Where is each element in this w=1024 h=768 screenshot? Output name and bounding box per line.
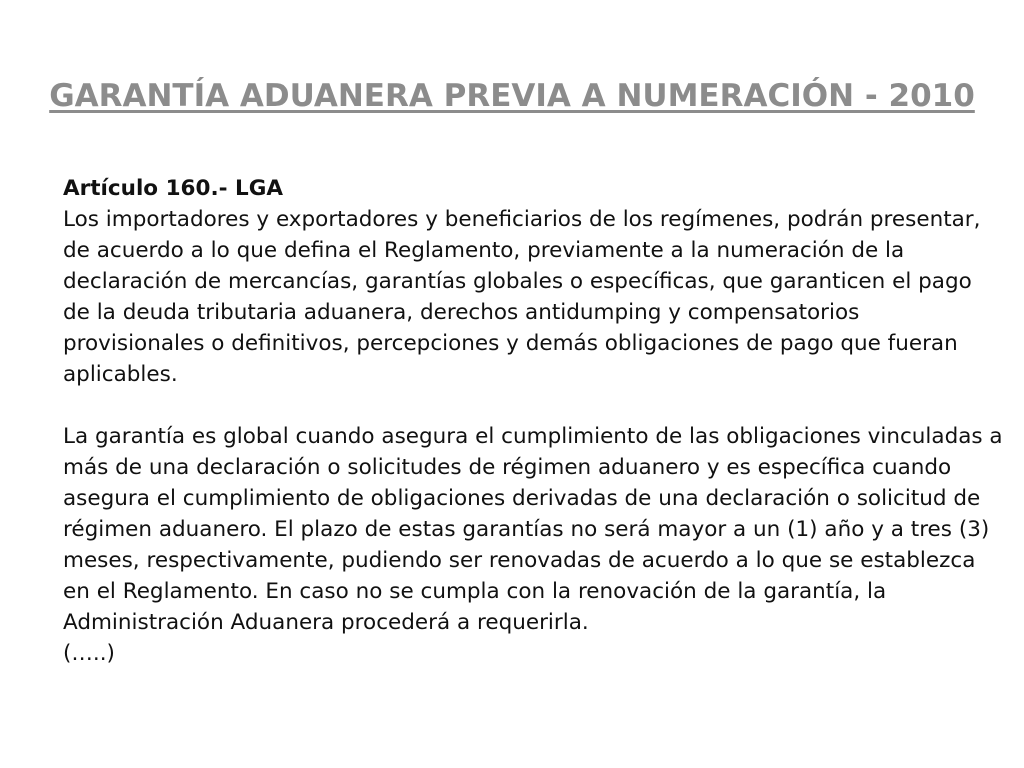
article-paragraph-1: Los importadores y exportadores y beneficiarios de los regímenes, podrán presentar, de acuerdo a lo que defina el Reglamento, previamente a la numeración de la declaración de mercancías, garantías globales o específicas, que garanticen el pago de la deuda tributaria aduanera, derechos antidumping y compensatorios provisionales o definitivos, percepciones y demás obligaciones de pago que fueran aplicables. [63, 207, 981, 387]
article-paragraph-2: La garantía es global cuando asegura el cumplimiento de las obligaciones vinculadas a más de una declaración o solicitudes de régimen aduanero y es específica cuando asegura el cumplimiento de obligaciones derivadas de una declaración o solicitud de régimen aduanero. El plazo de estas garantías no será mayor a un (1) año y a tres (3) meses, respectivamente, pudiendo ser renovadas de acuerdo a lo que se establezca en el Reglamento. En caso no se cumpla con la renovación de la garantía, la Administración Aduanera procederá a requerirla. [63, 424, 1003, 635]
article-heading: Artículo 160.- LGA [63, 176, 284, 201]
slide-body [63, 173, 1003, 669]
ellipsis-text: (…..) [63, 641, 115, 666]
paragraph-spacer [63, 390, 1003, 421]
slide-title: GARANTÍA ADUANERA PREVIA A NUMERACIÓN - 2010 [49, 78, 975, 114]
